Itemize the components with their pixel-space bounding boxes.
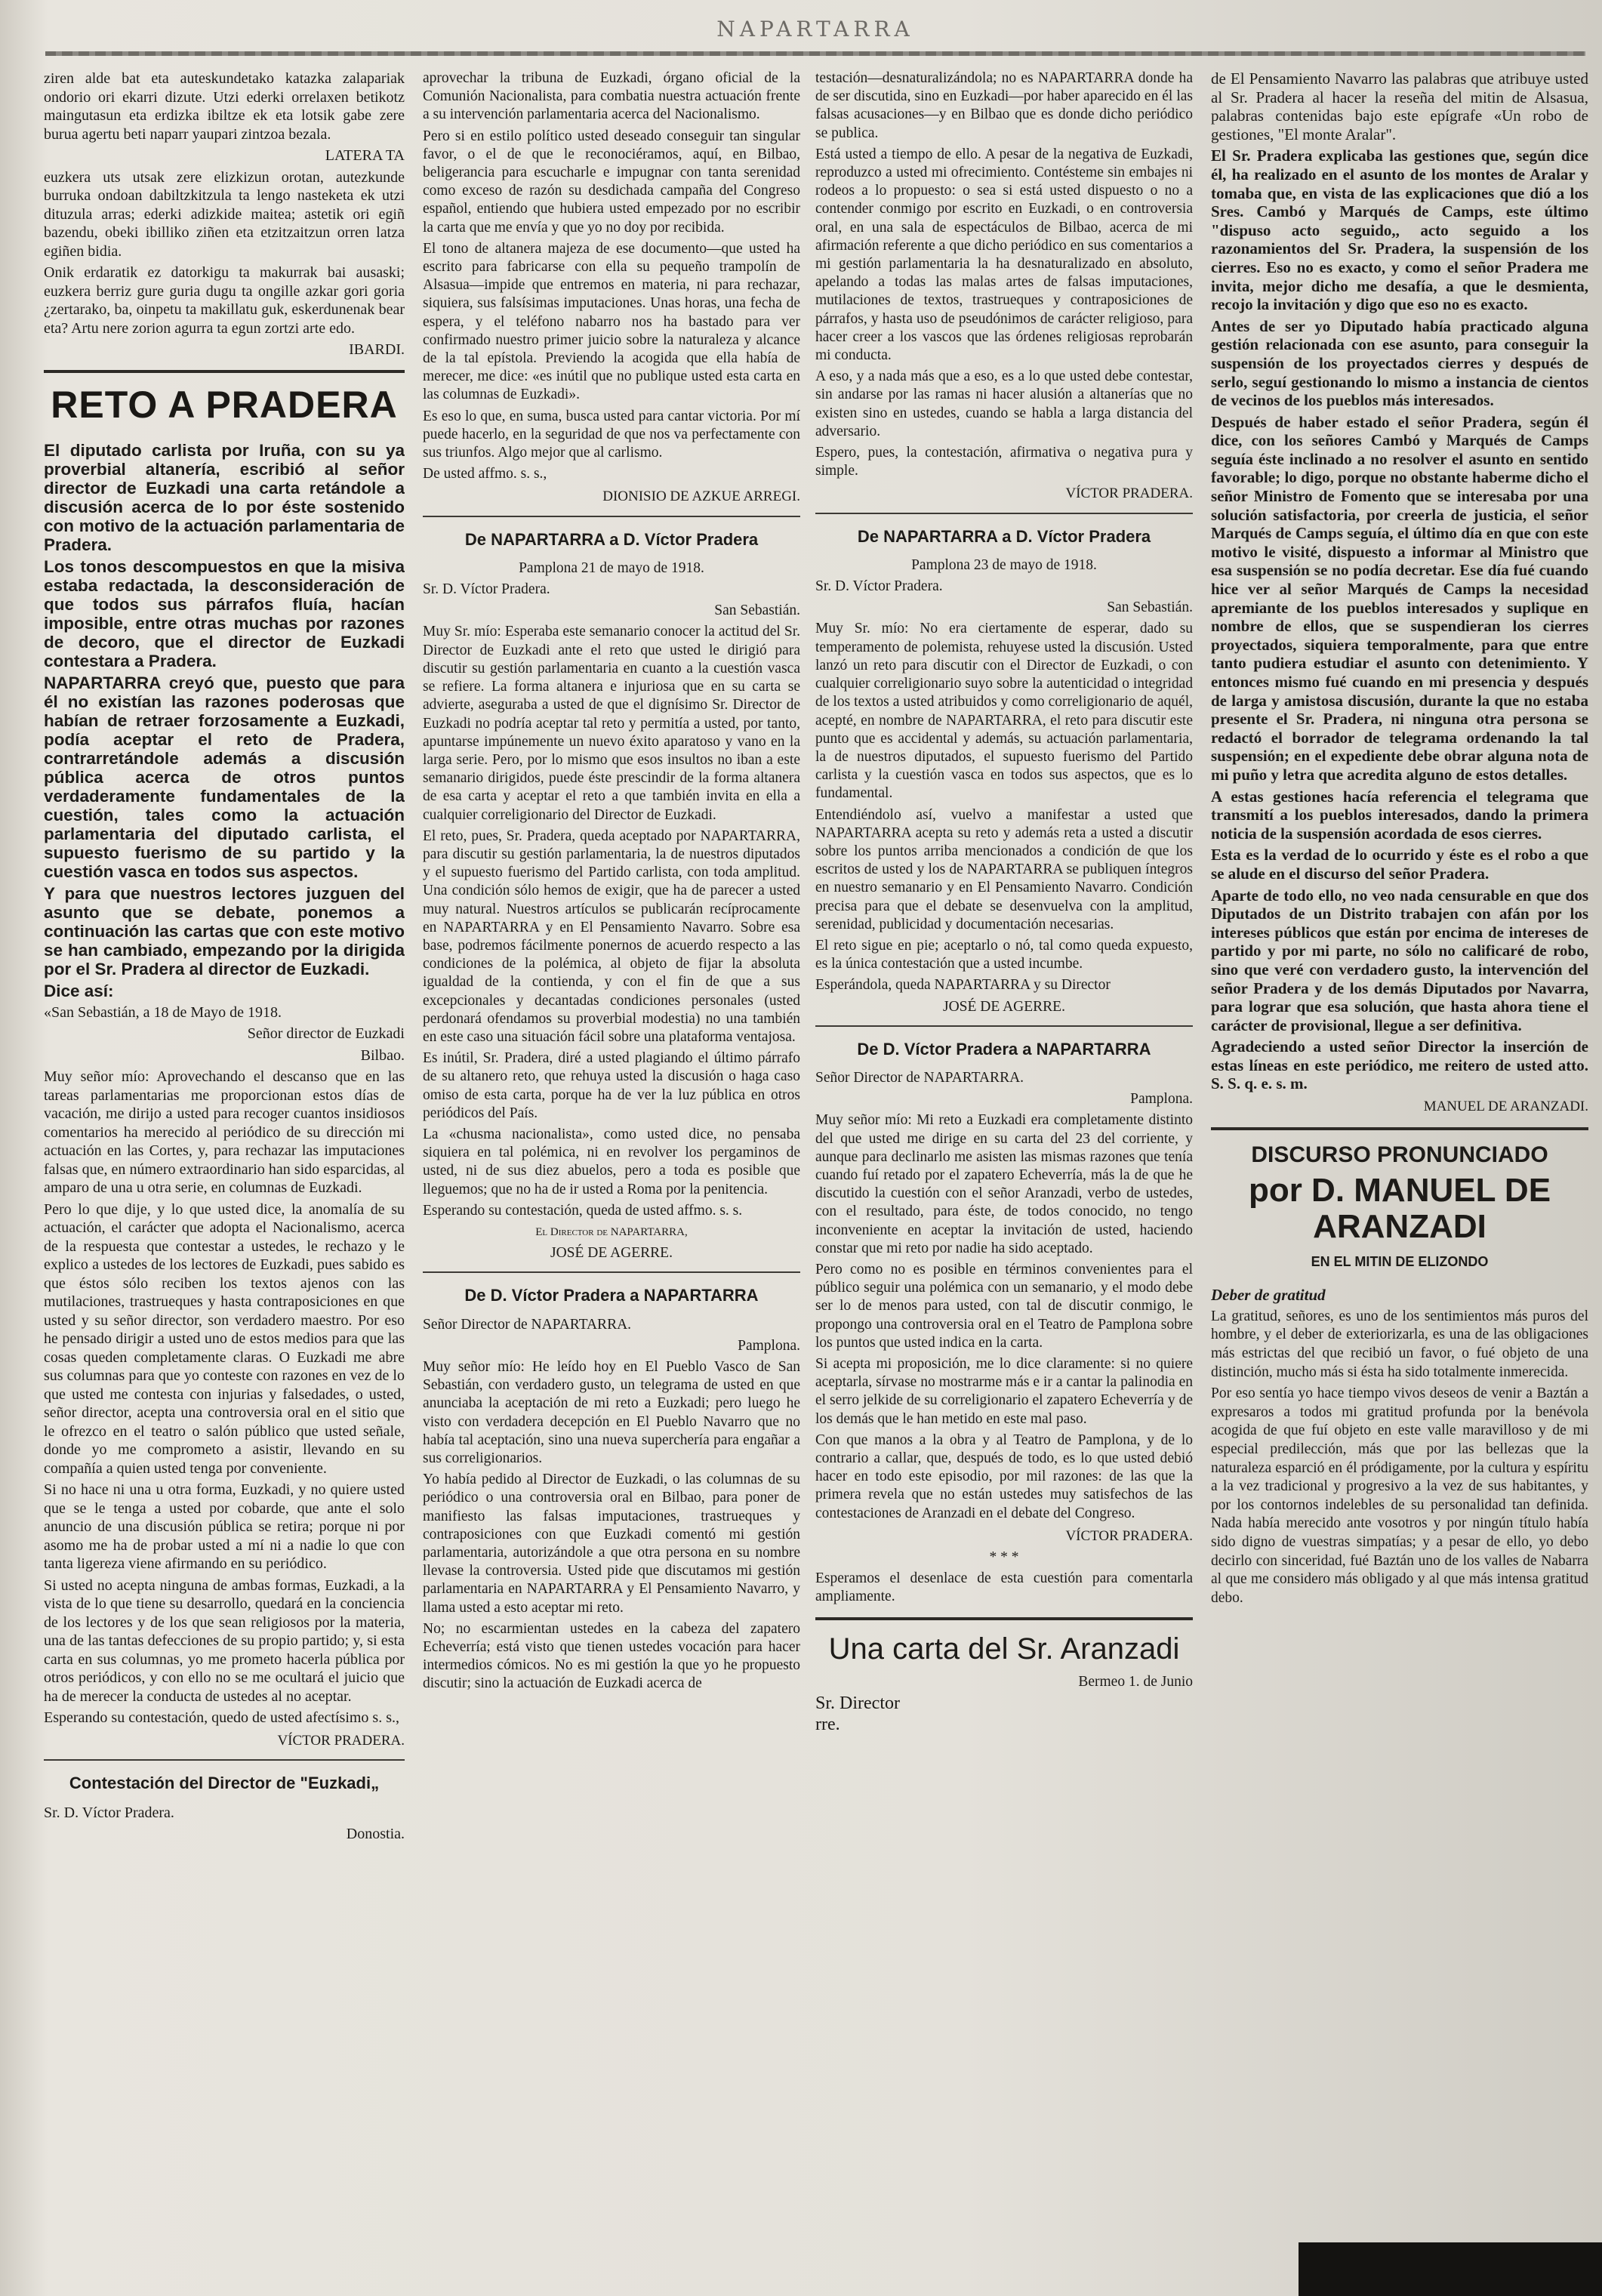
letter-paragraph: de El Pensamiento Navarro las palabras que atribuye usted al Sr. Pradera al hacer la reseña del mitin de Alsasua, palabras contenidas bajo este epígrafe «Un robo de gestiones, "El monte Aralar". — [1211, 69, 1588, 143]
letter-paragraph: Esta es la verdad de lo ocurrido y éste es el robo a que se alude en el discurso del señor Pradera. — [1211, 846, 1588, 883]
section-heading: De NAPARTARRA a D. Víctor Pradera — [464, 529, 759, 549]
section-rule — [44, 1759, 405, 1761]
scan-dark-corner — [1299, 2242, 1602, 2296]
letter-paragraph: Si usted no acepta ninguna de ambas formas, Euzkadi, a la vista de lo que tiene su desarrollo, quedará en la conciencia de los lectores y de los que sean religiosos por la materia, una de las tantas defecciones de su propio partido; y, si esta carta en sus columnas, yo me prometo hacerla pública por otros periódicos, y con ello no se me ocultará el juicio que ha de merecer la conducta de ustedes al no aceptar. — [44, 1576, 405, 1705]
letter-paragraph: Agradeciendo a usted señor Director la inserción de estas líneas en este periódico, me reitero de usted atto. S. S. q. e. s. m. — [1211, 1037, 1588, 1093]
letter-place: Donostia. — [346, 1826, 405, 1842]
letter-addressee: Señor Director de NAPARTARRA. — [423, 1316, 632, 1333]
basque-signoff: LATERA TA — [325, 147, 405, 164]
column-2 — [423, 69, 800, 2282]
speech-speaker: por D. MANUEL DE ARANZADI — [1248, 1171, 1551, 1245]
letter-signature: JOSÉ DE AGERRE. — [943, 998, 1065, 1015]
section-rule — [815, 1025, 1193, 1027]
letter-paragraph: El Sr. Pradera explicaba las gestiones que, según dice él, ha realizado en el asunto de los montes de Aralar y tomaba que, en vista de las explicaciones que dió a los Sres. Cambó y Marqués de Camps, este último "dispuso acto seguido,, acto seguido a los razonamientos del Sr. Pradera, la suspensión de los cierres. Eso no es exacto, y como el señor Pradera me invita, mejor dicho me desafía, a que le desmienta, recojo la invitación y digo que eso no es exacto. — [1211, 146, 1588, 314]
letter-paragraph: De usted affmo. s. s., — [423, 466, 547, 482]
column-1 — [44, 69, 405, 2282]
letter-signature-title: El Director de NAPARTARRA, — [535, 1225, 688, 1238]
letter-paragraph: Esperando su contestación, quedo de usted afectísimo s. s., — [44, 1709, 399, 1726]
letter-addressee: Señor Director de NAPARTARRA. — [815, 1069, 1024, 1086]
speech-paragraph: La gratitud, señores, es uno de los sentimientos más puros del hombre, y el deber de exteriorizarla, es una de las obligaciones más estrictas del que recibió un favor, o fué objeto de una distinción, mucho más si ésta ha sido totalmente inmerecida. — [1211, 1308, 1588, 1380]
editor-note: Esperamos el desenlace de esta cuestión para comentarla ampliamente. — [815, 1570, 1193, 1605]
letter-place: Bilbao. — [360, 1046, 405, 1064]
section-heading: De D. Víctor Pradera a NAPARTARRA — [464, 1286, 759, 1305]
masthead-title: NAPARTARRA — [716, 17, 914, 42]
letter-place: Pamplona. — [738, 1337, 800, 1354]
speech-paragraph: Por eso sentía yo hace tiempo vivos deseos de venir a Baztán a expresaros a todos mi gratitud profunda por la benévola acogida de que fuí objeto en este valle maravilloso y de mi especial predilección, más que por las bellezas que la naturaleza esparció en él pródigamente, por la cultura y espíritu a la vez tradicional y progresivo a la vez de sus habitantes, y por los contornos indelebles de su personalidad tan definida. Nada había merecido ante vosotros y por ningún título había sido digno de vuestras simpatías; y a pesar de ello, yo debo decirlo con sinceridad, fué Baztán uno de los valles de Nabarra al que me considero más obligado y al que más intensa gratitud debo. — [1211, 1385, 1588, 1606]
letter-dateline: Pamplona 23 de mayo de 1918. — [911, 556, 1097, 573]
letter-paragraph: Entendiéndolo así, vuelvo a manifestar a usted que NAPARTARRA acepta su reto y además reta a usted a discutir sobre los puntos arriba mencionados a condición de que los escritos de usted y los de NAPARTARRA se publiquen íntegros en nuestro semanario y en El Pensamiento Navarro. Condición precisa para que el debate se desenvuelva con la amplitud, serenidad, publicidad y documentación necesarias. — [815, 806, 1193, 932]
letter-dateline: Pamplona 21 de mayo de 1918. — [519, 559, 704, 576]
section-heading: De D. Víctor Pradera a NAPARTARRA — [857, 1039, 1151, 1059]
letter-paragraph: Antes de ser yo Diputado había practicado alguna gestión relacionada con ese asunto, para conseguir la suspensión de los proyectados cierres y después de serlo, seguí gestionando lo mismo a instancia de cientos de vecinos de los pueblos más interesados. — [1211, 316, 1588, 410]
letter-dateline: «San Sebastián, a 18 de Mayo de 1918. — [44, 1003, 282, 1021]
letter-paragraph: Es inútil, Sr. Pradera, diré a usted plagiando el último párrafo de su altanero reto, que rehuya usted la discusión o haga caso omiso de esta carta, porque ha de ver la luz pública en otros periódicos del País. — [423, 1050, 800, 1121]
letter-signature: JOSÉ DE AGERRE. — [550, 1245, 673, 1262]
basque-paragraph: euzkera uts utsak zere elizkizun orotan, autezkunde burruka ondoan dabiltzkitzula ta lengo nasteketa ek utzi dituzula arras; ederki adizkide maitea; astetik ori egiñ bazendu, obeki ibilliko ziñen eta etzitzaitzun orren latza egiñen bidia. — [44, 168, 405, 260]
section-rule — [423, 516, 800, 517]
masthead-rule — [45, 51, 1585, 56]
letter-paragraph: Si no hace ni una u otra forma, Euzkadi, y no quiere usted que se le tenga a usted por cobarde, que ante el solo anuncio de una discusión pública se retira; porque ni por asomo me ha de probar usted a mí ni a nadie lo que con tanta ligereza viene afirmando en su periódico. — [44, 1481, 405, 1572]
speech-title: DISCURSO PRONUNCIADO — [1251, 1142, 1548, 1167]
letter-paragraph: Espero, pues, la contestación, afirmativa o negativa pura y simple. — [815, 445, 1193, 479]
letter-paragraph: A eso, y a nada más que a eso, es a lo que usted debe contestar, sin andarse por las ramas ni hacer alusión a altanerías que no existen sino en ustedes, cuando se habla a larga distancia del adversario. — [815, 368, 1193, 439]
basque-author: IBARDI. — [349, 341, 405, 358]
letter-addressee: Sr. D. Víctor Pradera. — [815, 578, 943, 595]
letter-signature: VÍCTOR PRADERA. — [277, 1732, 405, 1749]
letter-paragraph: testación—desnaturalizándola; no es NAPARTARRA donde ha de ser discutida, sino en Euzkadi—por haber aparecido en él las falsas acusaciones—y en Bilbao que es donde dicho periódico se publica. — [815, 70, 1193, 141]
lede-paragraph: Dice así: — [44, 981, 114, 1000]
letter-addressee: Sr. Director — [815, 1693, 900, 1713]
section-rule — [815, 513, 1193, 514]
basque-paragraph: ziren alde bat eta auteskundetako katazka zalapariak ondorio ori ekarri dizute. Utzi ederki orrelaxen betikotz maingutasun eta erdizka ibiltze ek eta lotsik gabe zere burua agertu beti naparr yaupari zintzoa bezala. — [44, 70, 405, 143]
basque-paragraph: Onik erdaratik ez datorkigu ta makurrak bai ausaski; euzkera berriz gure guria dugu ta ongille azkar gori goria ¿zertarako, ba, oinpetu ta makillatu guk, eskerdunenak bear eta? Artu nere zorion agurra ta egun zortzi arte edo. — [44, 264, 405, 337]
speech-venue: EN EL MITIN DE ELIZONDO — [1311, 1253, 1489, 1269]
letter-place: San Sebastián. — [714, 603, 800, 619]
letter-paragraph: Después de haber estado el señor Pradera, según él dice, con los señores Cambó y Marqués de Camps seguía éste inclinado a no resolver el asunto en sentido favorable; lo digo, porque no obstante haberme dicho el señor Ministro de Fomento que se interesaba por una solución satisfactoria, por creerla de justicia, el señor Marqués de Camps seguía, el último día en que con este motivo le visité, dispuesto a informar al Ministro que esa suspensión se no podía decretar. Ese día fué cuando hice ver al señor Marqués de Camps la necesidad apremiante de los pueblos interesados y suplique en nombre de ellos, que se suspendieran los cierres proyectados, siquiera temporalmente, para que entre tanto pudiera estudiar el asunto con detenimiento. Y entonces mismo fué cuando en mi presencia y después de larga y amistosa discusión, durante la que no estaba presente el Sr. Pradera, ni ninguna otra persona se redactó el borrador de telegrama ordenando la tal suspensión; en el expediente debe obrar alguna nota de mi puño y letra que acredita alguno de estos detalles. — [1211, 412, 1588, 784]
column-4 — [1211, 69, 1588, 2282]
letter-paragraph: Muy señor mío: He leído hoy en El Pueblo Vasco de San Sebastián, con verdadero gusto, un telegrama de usted en que anunciaba la aceptación de mi reto a Euzkadi; pero luego he visto con verdadera decepción en El Pueblo Navarro que no había tal aceptación, sino una nueva superchería para engañar a sus correligionarios. — [423, 1359, 800, 1467]
column-3 — [815, 69, 1193, 2282]
section-rule — [1211, 1127, 1588, 1130]
letter-paragraph: Con que manos a la obra y al Teatro de Pamplona, y de lo contrario a callar, que, después de todo, es lo que usted debió hacer en todo este episodio, por mil razones: de las que la primera revela que no están ustedes muy satisfechos de las contestaciones de Aranzadi en el debate del Congreso. — [815, 1432, 1193, 1521]
letter-paragraph: La «chusma nacionalista», como usted dice, no pensaba siquiera en tal polémica, ni en revolver los pergaminos de usted, ni de sus diez abuelos, pero a toda es posible que lleguemos; que no ha de ir usted a Roma por la penitencia. — [423, 1126, 800, 1197]
letter-paragraph: Aparte de todo ello, no veo nada censurable en que dos Diputados de un Distrito trabajen con afán por los intereses públicos que están por encima de intereses de partido y por mi parte, no sólo no calificaré de robo, sino que veré con verdadero gusto, la intervención del señor Pradera y de los demás Diputados por Navarra, para lograr que esa solución, que hasta ahora tiene el carácter de provisional, llegue a ser definitiva. — [1211, 886, 1588, 1034]
letter-paragraph: No; no escarmientan ustedes en la cabeza del zapatero Echeverría; está visto que tienen ustedes vocación para hacer intermedios cómicos. No es mi gestión la que yo he propuesto discutir; sino la actuación de Euzkadi acerca de — [423, 1620, 800, 1692]
letter-paragraph: Pero si en estilo político usted deseado conseguir tan singular favor, o el de que le reconociéramos, aquí, en Bilbao, beligerancia para escucharle e impugnar con tanta serenidad como exceso de razón su desdichada campaña del Congreso español, entiendo que hubiera usted empezado por no escribir la carta que me envía y que yo no doy por recibida. — [423, 128, 800, 236]
letter-addressee: Sr. D. Víctor Pradera. — [44, 1804, 174, 1821]
letter-paragraph: El tono de altanera majeza de ese documento—que usted ha escrito para fabricarse con ella su pequeño trampolín de Alsasua—impide que entremos en materia, ni para rechazar, siquiera, sus falsísimas imputaciones. Unas horas, una fecha de espera, y el teléfono nabarro nos ha bastado para ver confirmado nuestro primer juicio sobre la naturaleza y alcance de la tal epístola. Previendo la acogida que ella había de merecer, me dice: «es inútil que no publique usted esta carta en las columnas de Euzkadi». — [423, 240, 800, 403]
section-rule — [44, 370, 405, 373]
letter-paragraph: Esperándola, queda NAPARTARRA y su Director — [815, 977, 1111, 994]
section-rule — [815, 1617, 1193, 1620]
letter-paragraph: Muy señor mío: Mi reto a Euzkadi era completamente distinto del que usted me dirige en su carta del 23 del corriente, y aunque para declinarlo me asisten las mismas razones que tenía cuando fuí retado por el zapatero Echeverría, más la de que he discutido la cuestión con el señor Aranzadi, verbo de ustedes, con el resultado, para éste, de todos conocido, no tengo inconveniente en aceptar la invitación de usted, haciendo constar que mi reto por nadie ha sido aceptado. — [815, 1112, 1193, 1256]
section-heading: De NAPARTARRA a D. Víctor Pradera — [857, 526, 1151, 546]
letter-signature: DIONISIO DE AZKUE ARREGI. — [602, 488, 800, 505]
section-heading-large: Una carta del Sr. Aranzadi — [828, 1632, 1180, 1666]
letter-paragraph: Pero como no es posible en términos convenientes para el público seguir una polémica con un semanario, y el modo debe ser lo de menos para usted, con tal de discutir conmigo, le propongo una controversia oral en el Teatro de Pamplona sobre los puntos que usted indica en la carta. — [815, 1261, 1193, 1351]
letter-paragraph: El reto, pues, Sr. Pradera, queda aceptado por NAPARTARRA, para discutir su gestión parlamentaria, la de nuestros diputados y el supuesto fuerismo del Partido carlista, con toda amplitud. Una condición sólo hemos de exigir, que ha de parecer a usted muy natural. Nuestros artículos se publicarán recíprocamente en NAPARTARRA y en El Pensamiento Navarro. Sobre esa base, podremos fácilmente ponernos de acuerdo respecto a las condiciones de la polémica, al objeto de fijar la absoluta igualdad de la contienda, y con el fin de que a sus excepcionales y decantadas condiciones personales (usted perdonará ofendamos su proverbial modestia) no una también en este caso una situación fácil sobre una plataforma ventajosa. — [423, 827, 800, 1045]
section-heading: Contestación del Director de "Euzkadi„ — [69, 1774, 380, 1792]
letter-paragraph: Muy Sr. mío: No era ciertamente de esperar, dado su temperamento de polemista, rehuyese usted la discusión. Usted lanzó un reto para discutir con el Director de Euzkadi, o con cualquier correligionario suyo sobre la autenticidad o integridad de los textos a usted atribuidos y como correligionario de aquél, acepté, en nombre de NAPARTARRA, el reto para discutir este punto que es accidental y además, su actuación parlamentaria, la de nuestros diputados, el supuesto fuerismo del Partido carlista y la cuestión vasca en todos sus aspectos, que es lo fundamental. — [815, 621, 1193, 802]
ornament-stars: * * * — [989, 1549, 1019, 1566]
letter-paragraph: Muy señor mío: Aprovechando el descanso que en las tareas parlamentarias me proporcionan estos días de vacación, me dirijo a usted para recoger cuantos insidiosos comentarios ha merecido al periódico de su dirección mi actuación en las Cortes, y, para rechazar las imputaciones falsas que, en número extraordinario han sido esparcidas, al amparo de una u otra serie, en columnas de Euzkadi. — [44, 1068, 405, 1196]
letter-paragraph: A estas gestiones hacía referencia el telegrama que transmití a los pueblos interesados, dando la primera noticia de la suspensión acordada de esos cierres. — [1211, 787, 1588, 843]
letter-paragraph: Está usted a tiempo de ello. A pesar de la negativa de Euzkadi, reproduzco a usted mi ofrecimiento. Contésteme sin embajes ni rodeos a lo propuesto: o sea si está usted dispuesto o no a contender conmigo por escrito en Euzkadi, o en controversia oral, en una sala de espectáculos de Bilbao, acerca de mi afirmación referente a que dicho periódico en sus comentarios a mi gestión parlamentaria la ha desnaturalizado en absoluto, apelando a todas las malas artes de falsas imputaciones, mutilaciones de textos, trastrueques y contraposiciones de párrafos, y hasta uso de pseudónimos de carácter religioso, para hacer creer a los vascos que las órdenes religiosas reprobarán mi conducta. — [815, 146, 1193, 364]
letter-signature: VÍCTOR PRADERA. — [1065, 485, 1193, 502]
letter-fragment: rre. — [815, 1715, 840, 1735]
letter-addressee: Señor director de Euzkadi — [247, 1025, 405, 1042]
lede-paragraph: NAPARTARRA creyó que, puesto que para él no existían las razones poderosas que habían de retraer forzosamente a Euzkadi, podía aceptar el reto de Pradera, contrarretándole además a discusión pública acerca de otros puntos verdaderamente fundamentales de la cuestión, tales como la actuación parlamentaria del diputado carlista, el supuesto fuerismo de su partido y la cuestión vasca en todos sus aspectos. — [44, 673, 405, 881]
letter-addressee: Sr. D. Víctor Pradera. — [423, 581, 550, 598]
letter-paragraph: Pero lo que dije, y lo que usted dice, la anomalía de su actuación, el carácter que adopta el Nacionalismo, acerca de la respuesta que contestar a ustedes, le rechazo y le explico a ustedes de los lectores de Euzkadi, pues sabido es que éstos sólo reciben los textos ajenos con las mutilaciones, trastrueques y hasta contraposiciones en que usted y su señor director, son verdadero maestro. Por eso he pensado dirigir a usted uno de estos medios para que las cosas queden completamente claras. O Euzkadi me abre sus columnas para que yo conteste con razones en vez de lo que usted me contesta con injurias y falsedades, o usted, señor director, acepta una controversia oral en el sitio que le ofrezco en el teatro o salón público que usted señale, donde yo me comprometo a asistir, llevando en su compañía a quien usted tenga por conveniente. — [44, 1200, 405, 1477]
letter-place: Pamplona. — [1130, 1091, 1193, 1108]
masthead — [45, 12, 1585, 60]
letter-paragraph: Muy Sr. mío: Esperaba este semanario conocer la actitud del Sr. Director de Euzkadi ante el reto que usted le dirigió para discutir su gestión parlamentaria en cuanto a la cuestión vasca se refiere. La forma altanera e injuriosa que en su carta se advierte, aseguraba a usted de que el dignísimo Sr. Director de Euzkadi no podría aceptar tal reto y permitía a usted, por tanto, apuntarse impúnemente un nuevo éxito aparatoso y vano en la larga serie. Pero, por lo mismo que esos insultos no iban a este semanario dirigidos, puede éste prescindir de la forma altanera de esa carta y aceptar el reto a que también invita en ella a cualquier correligionario del Director de Euzkadi. — [423, 624, 800, 823]
letter-paragraph: Yo había pedido al Director de Euzkadi, o las columnas de su periódico o una controversia oral en Bilbao, para poner de manifiesto las falsas imputaciones, trastrueques y contraposiciones con que Euzkadi comentó mi gestión parlamentaria, autorizándole a que otra persona en su nombre llevase la controversia. Usted pide que discutamos mi gestión parlamentaria en NAPARTARRA y El Pensamiento Navarro, y llama usted a esto aceptar mi reto. — [423, 1472, 800, 1616]
letter-paragraph: Si acepta mi proposición, me lo dice claramente: si no quiere aceptarla, sírvase no mostrarme más e ir a cantar la palinodia en el serro jelkide de su correligionario el zapatero Echeverría y de los demás que le han metido en este mal paso. — [815, 1356, 1193, 1427]
letter-dateline: Bermeo 1. de Junio — [1078, 1673, 1193, 1690]
lede-paragraph: El diputado carlista por Iruña, con su ya proverbial altanería, escribió al señor director de Euzkadi una carta retándole a discusión acerca de lo por éste sostenido con motivo de la actuación parlamentaria de Pradera. — [44, 440, 405, 554]
letter-signature: VÍCTOR PRADERA. — [1065, 1527, 1193, 1544]
letter-paragraph: Esperando su contestación, queda de usted affmo. s. s. — [423, 1202, 743, 1219]
letter-paragraph: El reto sigue en pie; aceptarlo o nó, tal como queda expuesto, es la única contestación que a usted incumbe. — [815, 937, 1193, 972]
lede-paragraph: Los tonos descompuestos en que la misiva estaba redactada, la desconsideración de que todos sus párrafos fluía, hacían imposible, entre otras muchas por razones de decoro, que el director de Euzkadi contestara a Pradera. — [44, 556, 405, 670]
letter-signature: MANUEL DE ARANZADI. — [1423, 1099, 1588, 1115]
article-title: RETO A PRADERA — [51, 383, 398, 426]
letter-paragraph: Es eso lo que, en suma, busca usted para cantar victoria. Por mí puede hacerlo, en la seguridad de que nos va perfectamente con sus triunfos. Algo mejor que al carlismo. — [423, 408, 800, 461]
letter-paragraph: aprovechar la tribuna de Euzkadi, órgano oficial de la Comunión Nacionalista, para combatia nuestra actuación frente a su intervención parlamentaria acerca del Nacionalismo. — [423, 70, 800, 123]
letter-place: San Sebastián. — [1107, 599, 1193, 616]
lede-paragraph: Y para que nuestros lectores juzguen del asunto que se debate, ponemos a continuación las cartas que con este motivo se han cambiado, empezando por la dirigida por el Sr. Pradera al director de Euzkadi. — [44, 883, 405, 978]
speech-section-heading: Deber de gratitud — [1211, 1286, 1326, 1305]
section-rule — [423, 1271, 800, 1273]
